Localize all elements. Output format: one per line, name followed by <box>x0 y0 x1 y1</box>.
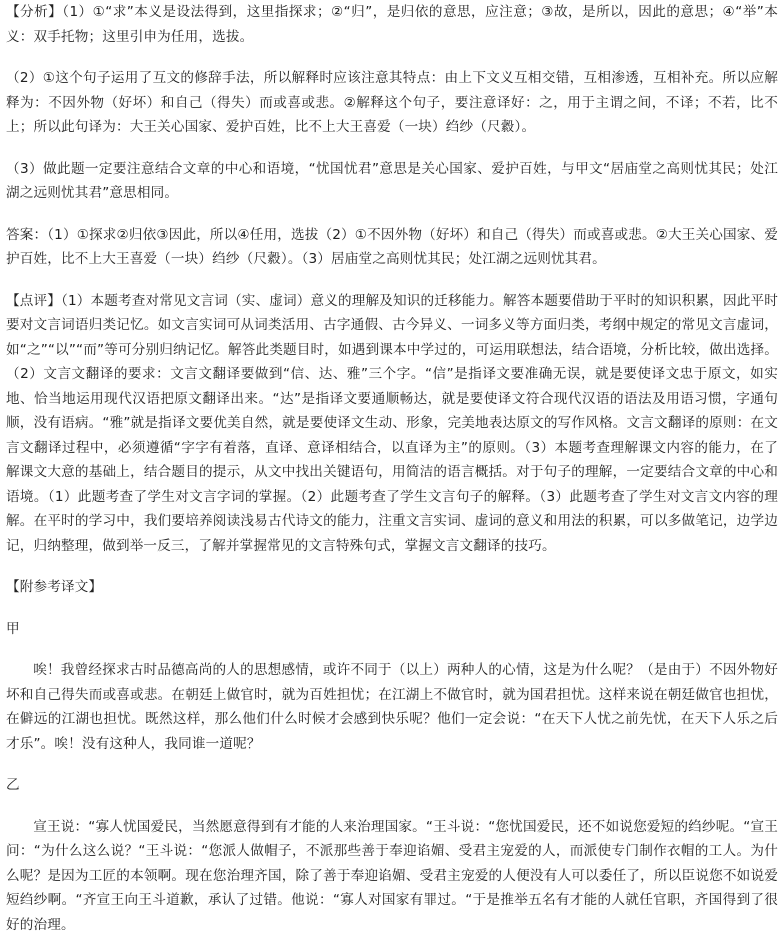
analysis-paragraph-3: （3）做此题一定要注意结合文章的中心和语境，“忧国忧君”意思是关心国家、爱护百姓，与甲文“居庙堂之高则忧其民；处江湖之远则忧其君”意思相同。 <box>6 157 778 206</box>
translation-label-b: 乙 <box>6 773 778 798</box>
analysis-paragraph-2: （2）①这个句子运用了互文的修辞手法，所以解释时应该注意其特点：由上下文义互相交错，互相渗透，互相补充。所以应解释为：不因外物（好坏）和自己（得失）而或喜或悲。②解释这个句子，要注意译好：之，用于主谓之间，不译；不若，比不上；所以此句译为：大王关心国家、爱护百姓，比不上大王喜爱（一块）绉纱（尺縠）。 <box>6 66 778 140</box>
translation-label-a: 甲 <box>6 617 778 642</box>
translation-text-b: 宣王说：“寡人忧国爱民，当然愿意得到有才能的人来治理国家。“王斗说：“您忧国爱民，还不如说您爱短的绉纱呢。“宣王问：“为什么这么说？“王斗说：“您派人做帽子，不派那些善于奉迎谄媚、受君主宠爱的人，而派使专门制作衣帽的工人。为什么呢？是因为工匠的本领啊。现在您治理齐国，除了善于奉迎谄媚、受君主宠爱的人便没有人可以委任了，所以臣说您不如说爱短绉纱啊。“齐宣王向王斗道歉，承认了过错。他说：“寡人对国家有罪过。“于是推举五名有才能的人就任官职，齐国得到了很好的治理。 <box>6 815 778 937</box>
comment-paragraph: 【点评】（1）本题考查对常见文言词（实、虚词）意义的理解及知识的迁移能力。解答本题要借助于平时的知识积累，因此平时要对文言词语归类记忆。如文言实词可从词类活用、古字通假、古今异义、一词多义等方面归类，考纲中规定的常见文言虚词，如“之”“以”“而”等可分别归纳记忆。解答此类题目时，如遇到课本中学过的，可运用联想法，结合语境，分析比较，做出选择。（2）文言文翻译的要求：文言文翻译要做到“信、达、雅”三个字。“信”是指译文要准确无误，就是要使译文忠于原文，如实地、恰当地运用现代汉语把原文翻译出来。“达”是指译文要通顺畅达，就是要使译文符合现代汉语的语法及用语习惯，字通句顺，没有语病。“雅”就是指译文要优美自然，就是要使译文生动、形象，完美地表达原文的写作风格。文言文翻译的原则：在文言文翻译过程中，必须遵循“字字有着落，直译、意译相结合，以直译为主”的原则。（3）本题考查理解课文内容的能力，在了解课文大意的基础上，结合题目的提示，从文中找出关键语句，用简洁的语言概括。对于句子的理解，一定要结合文章的中心和语境。（1）此题考查了学生对文言字词的掌握。（2）此题考查了学生文言句子的解释。（3）此题考查了学生对文言文内容的理解。在平时的学习中，我们要培养阅读浅易古代诗文的能力，注重文言实词、虚词的意义和用法的积累，可以多做笔记，边学边记，归纳整理，做到举一反三，了解并掌握常见的文言特殊句式，掌握文言文翻译的技巧。 <box>6 289 778 559</box>
translation-text-a: 唉！我曾经探求古时品德高尚的人的思想感情，或许不同于（以上）两种人的心情，这是为什么呢？（是由于）不因外物好坏和自己得失而或喜或悲。在朝廷上做官时，就为百姓担忧；在江湖上不做官时，就为国君担忧。这样来说在朝廷做官也担忧，在僻远的江湖也担忧。既然这样，那么他们什么时候才会感到快乐呢？他们一定会说：“在天下人忧之前先忧，在天下人乐之后才乐”。唉！没有这种人，我同谁一道呢？ <box>6 658 778 756</box>
translation-heading: 【附参考译文】 <box>6 575 778 600</box>
answer-paragraph: 答案：（1）①探求②归依③因此，所以④任用，选拔（2）①不因外物（好坏）和自己（得失）而或喜或悲。②大王关心国家、爱护百姓，比不上大王喜爱（一块）绉纱（尺縠）。（3）居庙堂之高则忧其民；处江湖之远则忧其君。 <box>6 223 778 272</box>
analysis-paragraph-1: 【分析】（1）①“求”本义是设法得到，这里指探求；②“归”，是归依的意思，应注意；③故，是所以，因此的意思；④“举”本义：双手托物；这里引申为任用，选拔。 <box>6 0 778 49</box>
